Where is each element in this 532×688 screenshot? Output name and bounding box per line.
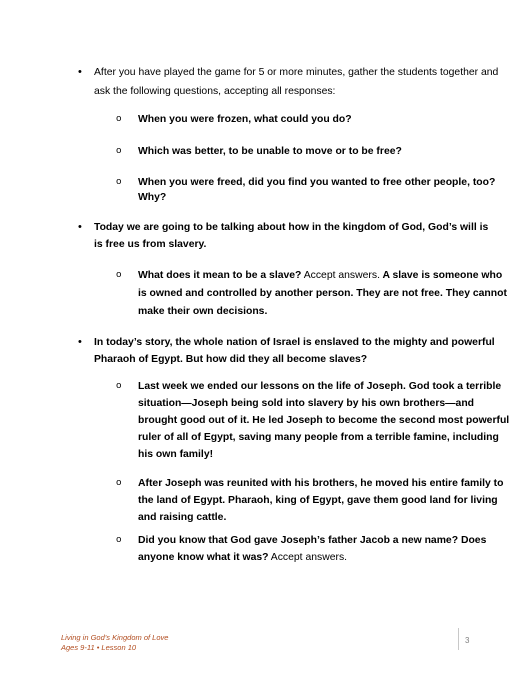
sub-bullet-marker: o (116, 270, 122, 280)
joseph-line-4: ruler of all of Egypt, saving many people from a terrible famine, including (138, 432, 499, 443)
question-3-line-1: When you were freed, did you find you wanted to free other people, too? (138, 177, 496, 188)
jacob-line-1: Did you know that God gave Joseph’s father Jacob a new name? Does (138, 535, 487, 546)
paragraph-bullet-3-line-2: Pharaoh of Egypt. But how did they all become slaves? (94, 354, 368, 365)
sub-bullet-marker: o (116, 478, 122, 488)
question-1: When you were frozen, what could you do? (138, 114, 352, 125)
question-2: Which was better, to be unable to move or to be free? (138, 146, 402, 157)
reunion-line-2: the land of Egypt. Pharaoh, king of Egypt, gave them good land for living (138, 495, 498, 506)
sub-bullet-marker: o (116, 146, 122, 156)
paragraph-bullet-1-line-2: ask the following questions, accepting all responses: (94, 86, 336, 97)
footer-title: Living in God’s Kingdom of Love (61, 633, 169, 642)
slave-definition-line-3: make their own decisions. (138, 306, 268, 317)
sub-bullet-marker: o (116, 114, 122, 124)
question-3-line-2: Why? (138, 192, 167, 203)
sub-bullet-marker: o (116, 177, 122, 187)
reunion-line-1: After Joseph was reunited with his brothers, he moved his entire family to (138, 478, 504, 489)
joseph-line-3: brought good out of it. He led Joseph to become the second most powerful (138, 415, 510, 426)
paragraph-bullet-2-line-1: Today we are going to be talking about how in the kingdom of God, God’s will is (94, 222, 489, 233)
bullet-marker: • (78, 221, 82, 233)
jacob-question: anyone know what it was? (138, 552, 269, 563)
joseph-line-2: situation—Joseph being sold into slavery by his own brothers—and (138, 398, 475, 409)
paragraph-bullet-3-line-1: In today’s story, the whole nation of Israel is enslaved to the mighty and powerful (94, 337, 495, 348)
accept-answers-note: Accept answers. (268, 552, 348, 563)
slave-definition-start: A slave is someone who (379, 270, 503, 281)
page-number: 3 (465, 636, 470, 645)
footer (61, 633, 168, 653)
slave-question: What does it mean to be a slave? (138, 270, 302, 281)
bullet-marker: • (78, 66, 82, 78)
slave-definition-line-2: is owned and controlled by another person. They are not free. They cannot (138, 288, 507, 299)
joseph-line-1: Last week we ended our lessons on the life of Joseph. God took a terrible (138, 381, 502, 392)
sub-bullet-marker: o (116, 381, 122, 391)
reunion-line-3: and raising cattle. (138, 512, 227, 523)
slave-definition-line-1 (138, 266, 502, 285)
paragraph-bullet-1-line-1: After you have played the game for 5 or more minutes, gather the students together and (94, 67, 499, 78)
accept-answers-note: Accept answers. (301, 270, 380, 281)
sub-bullet-marker: o (116, 535, 122, 545)
footer-divider (458, 628, 459, 650)
bullet-marker: • (78, 336, 82, 348)
footer-subtitle: Ages 9-11 • Lesson 10 (61, 643, 137, 652)
paragraph-bullet-2-line-2: is free us from slavery. (94, 239, 207, 250)
joseph-line-5: his own family! (138, 449, 214, 460)
jacob-line-2 (138, 548, 347, 567)
